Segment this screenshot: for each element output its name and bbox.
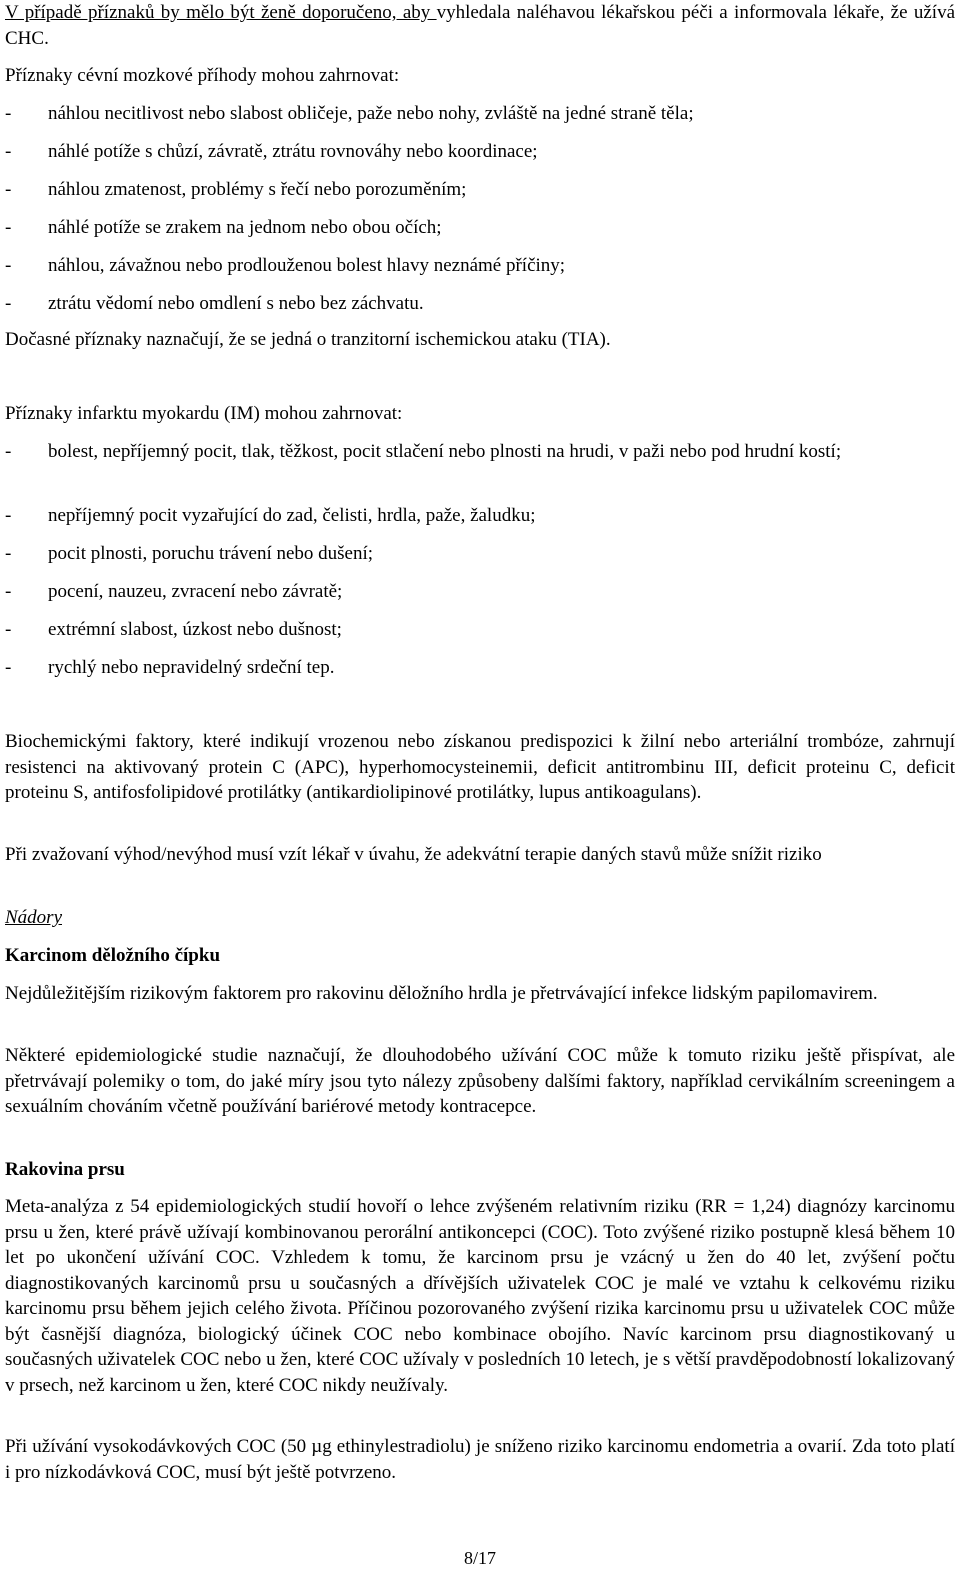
consider-paragraph: Při zvažovaní výhod/nevýhod musí vzít lékař v úvahu, že adekvátní terapie daných stavů může snížit riziko: [5, 844, 822, 865]
list-item: - náhlou, závažnou nebo prodlouženou bolest hlavy neznámé příčiny;: [5, 253, 955, 279]
biochem-paragraph: Biochemickými faktory, které indikují vrozenou nebo získanou predispozici k žilní nebo arteriální trombóze, zahrnují resistenci na aktivovaný protein C (APC), hyperhomocysteinemii, deficit antitrombinu III, deficit proteinu C, deficit proteinu S, antifosfolipidové protilátky (antikardiolipinové protilátky, lupus antikoagulans).: [5, 731, 955, 803]
intro-paragraph: [5, 0, 955, 51]
list-item: - pocení, nauzeu, zvracení nebo závratě;: [5, 579, 955, 605]
mi-heading: Příznaky infarktu myokardu (IM) mohou zahrnovat:: [5, 403, 403, 424]
page-number: 8/17: [463, 1548, 496, 1568]
list-item: - pocit plnosti, poruchu trávení nebo dušení;: [5, 541, 955, 567]
list-item: - náhlou zmatenost, problémy s řečí nebo porozuměním;: [5, 177, 955, 203]
list-item: - náhlé potíže s chůzí, závratě, ztrátu rovnováhy nebo koordinace;: [5, 139, 955, 165]
list-item: - bolest, nepříjemný pocit, tlak, těžkost, pocit stlačení nebo plnosti na hrudi, v paži nebo pod hrudní kostí;: [5, 439, 955, 465]
list-item: - rychlý nebo nepravidelný srdeční tep.: [5, 655, 955, 681]
breast-heading: Rakovina prsu: [5, 1159, 125, 1180]
breast-paragraph-1: Meta-analýza z 54 epidemiologických studií hovoří o lehce zvýšeném relativním riziku (RR = 1,24) diagnózy karcinomu prsu u žen, které právě užívají kombinovanou perorální antikoncepci (COC). Toto zvýšené riziko postupně klesá během 10 let po ukončení užívání COC. Vzhledem k tomu, že karcinom prsu je vzácný u žen do 40 let, zvýšení počtu diagnostikovaných karcinomů prsu u současných a dřívějších uživatelek COC je malé ve vztahu k celkovému riziku karcinomu prsu během jejich celého života. Příčinou pozorovaného zvýšení rizika karcinomu prsu u uživatelek COC může být časnější diagnóza, biologický účinek COC nebo kombinace obojího. Navíc karcinom prsu diagnostikovaný u současných uživatelek COC nebo u žen, které COC užívaly v posledních 10 letech, je s větší pravděpodobností lokalizovaný v prsech, než karcinom u žen, které COC nikdy neužívaly.: [5, 1196, 955, 1396]
intro-underlined: V případě příznaků by mělo být ženě doporučeno, aby: [5, 2, 437, 23]
tumors-heading: Nádory: [5, 907, 62, 928]
list-item: - nepříjemný pocit vyzařující do zad, čelisti, hrdla, paže, žaludku;: [5, 503, 955, 529]
list-item: - ztrátu vědomí nebo omdlení s nebo bez záchvatu.: [5, 291, 955, 317]
cervix-paragraph-1: Nejdůležitějším rizikovým faktorem pro rakovinu děložního hrdla je přetrvávající infekce lidským papilomavirem.: [5, 983, 878, 1004]
cervix-paragraph-2: Některé epidemiologické studie naznačují, že dlouhodobého užívání COC může k tomuto riziku ještě přispívat, ale přetrvávají polemiky o tom, do jaké míry jsou tyto nálezy způsobeny dalšími faktory, například cervikálním screeningem a sexuálním chováním včetně používání bariérové metody kontracepce.: [5, 1045, 955, 1117]
list-item: - extrémní slabost, úzkost nebo dušnost;: [5, 617, 955, 643]
list-item: - náhlé potíže se zrakem na jednom nebo obou očích;: [5, 215, 955, 241]
tia-note: Dočasné příznaky naznačují, že se jedná o tranzitorní ischemickou ataku (TIA).: [5, 329, 611, 350]
stroke-heading: Příznaky cévní mozkové příhody mohou zahrnovat:: [5, 65, 400, 86]
list-item: - náhlou necitlivost nebo slabost obličeje, paže nebo nohy, zvláště na jedné straně těla;: [5, 101, 955, 127]
breast-paragraph-2: Při užívání vysokodávkových COC (50 µg ethinylestradiolu) je sníženo riziko karcinomu endometria a ovarií. Zda toto platí i pro nízkodávková COC, musí být ještě potvrzeno.: [5, 1436, 955, 1483]
intro-rest: vyhledala naléhavou lékařskou péči a informovala lékaře, že užívá CHC.: [5, 2, 955, 49]
cervix-heading: Karcinom děložního čípku: [5, 945, 221, 966]
